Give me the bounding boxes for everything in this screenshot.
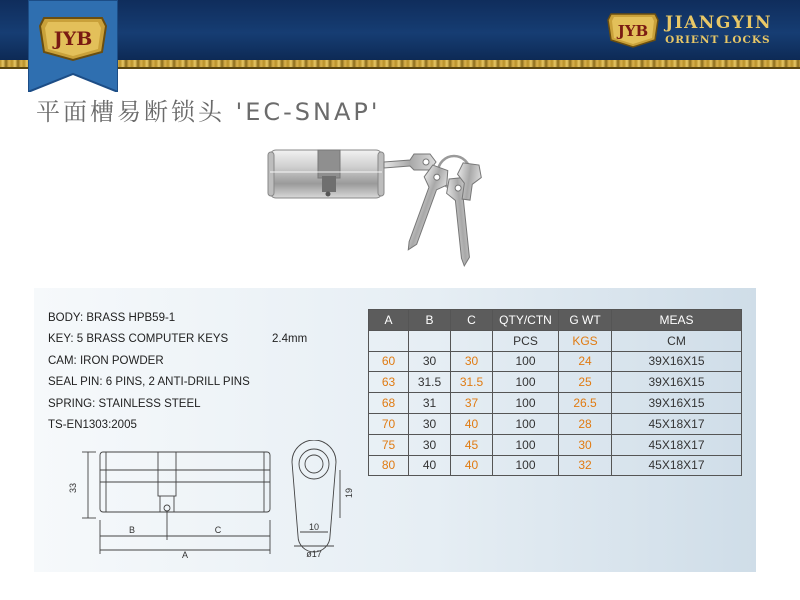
table-row bbox=[369, 393, 742, 414]
table-cell: 26.5 bbox=[559, 393, 612, 414]
table-row bbox=[369, 351, 742, 372]
dim-height: 33 bbox=[68, 482, 78, 494]
unit-cell bbox=[451, 330, 493, 351]
table-cell: 100 bbox=[493, 455, 559, 476]
spec-line: BODY: BRASS HPB59-1 bbox=[48, 312, 176, 324]
table-cell: 30 bbox=[409, 351, 451, 372]
table-cell: 39X16X15 bbox=[612, 351, 742, 372]
table-cell: 24 bbox=[559, 351, 612, 372]
dim-diameter: ø17 bbox=[306, 549, 322, 559]
spec-line: TS-EN1303:2005 bbox=[48, 418, 137, 431]
dim-c: C bbox=[214, 525, 222, 535]
keys-bunch bbox=[384, 154, 483, 267]
table-cell: 63 bbox=[369, 372, 409, 393]
table-row bbox=[369, 455, 742, 476]
header-stripe-shadow bbox=[0, 67, 800, 69]
dim-b: B bbox=[128, 525, 136, 535]
table-cell: 45 bbox=[451, 434, 493, 455]
technical-drawing bbox=[60, 440, 360, 560]
col-header: QTY/CTN bbox=[493, 310, 559, 331]
col-header: A bbox=[369, 310, 409, 331]
col-header: C bbox=[451, 310, 493, 331]
table-cell: 45X18X17 bbox=[612, 434, 742, 455]
jyb-shield-icon bbox=[40, 18, 106, 60]
page-title: 平面槽易断锁头 'EC-SNAP' bbox=[36, 98, 381, 126]
table-cell: 31 bbox=[409, 393, 451, 414]
key-thickness: 2.4mm bbox=[272, 333, 308, 346]
unit-cell bbox=[369, 330, 409, 351]
table-row bbox=[369, 434, 742, 455]
spec-line: CAM: IRON POWDER bbox=[48, 354, 164, 367]
table-cell: 100 bbox=[493, 413, 559, 434]
table-cell: 80 bbox=[369, 455, 409, 476]
table-cell: 31.5 bbox=[451, 372, 493, 393]
unit-cell: KGS bbox=[559, 330, 612, 351]
dim-width: 10 bbox=[308, 522, 320, 532]
dim-inner: 19 bbox=[344, 487, 354, 499]
svg-text:JYB: JYB bbox=[53, 28, 93, 50]
lock-cylinder-image bbox=[260, 136, 490, 276]
spec-list bbox=[48, 308, 308, 436]
brand-tagline: ORIENT LOCKS bbox=[665, 33, 771, 46]
table-cell: 25 bbox=[559, 372, 612, 393]
table-units-row bbox=[369, 330, 742, 351]
table-cell: 60 bbox=[369, 351, 409, 372]
header-gold-stripe bbox=[0, 60, 800, 67]
cylinder-body bbox=[268, 150, 384, 198]
table-cell: 45X18X17 bbox=[612, 455, 742, 476]
dim-a: A bbox=[181, 550, 189, 560]
table-cell: 40 bbox=[451, 413, 493, 434]
table-cell: 37 bbox=[451, 393, 493, 414]
unit-cell bbox=[409, 330, 451, 351]
table-cell: 31.5 bbox=[409, 372, 451, 393]
table-cell: 30 bbox=[409, 434, 451, 455]
table-cell: 100 bbox=[493, 434, 559, 455]
svg-text:JYB: JYB bbox=[617, 22, 649, 40]
table-cell: 30 bbox=[409, 413, 451, 434]
logo-ribbon bbox=[28, 0, 118, 92]
table-cell: 30 bbox=[451, 351, 493, 372]
table-cell: 40 bbox=[409, 455, 451, 476]
jyb-emblem-icon bbox=[607, 10, 659, 50]
unit-cell: CM bbox=[612, 330, 742, 351]
spec-table bbox=[368, 309, 742, 476]
unit-cell: PCS bbox=[493, 330, 559, 351]
table-cell: 45X18X17 bbox=[612, 413, 742, 434]
brand-name: JIANGYIN bbox=[665, 12, 772, 33]
table-cell: 70 bbox=[369, 413, 409, 434]
table-cell: 30 bbox=[559, 434, 612, 455]
col-header: B bbox=[409, 310, 451, 331]
table-cell: 68 bbox=[369, 393, 409, 414]
table-cell: 32 bbox=[559, 455, 612, 476]
brand-logo-right bbox=[607, 10, 772, 50]
table-cell: 39X16X15 bbox=[612, 393, 742, 414]
col-header: MEAS bbox=[612, 310, 742, 331]
col-header: G WT bbox=[559, 310, 612, 331]
spec-line: SEAL PIN: 6 PINS, 2 ANTI-DRILL PINS bbox=[48, 376, 250, 389]
table-cell: 40 bbox=[451, 455, 493, 476]
table-row bbox=[369, 372, 742, 393]
table-cell: 39X16X15 bbox=[612, 372, 742, 393]
table-cell: 100 bbox=[493, 393, 559, 414]
table-cell: 100 bbox=[493, 372, 559, 393]
table-row bbox=[369, 413, 742, 434]
table-header-row bbox=[369, 310, 742, 331]
table-cell: 75 bbox=[369, 434, 409, 455]
table-cell: 28 bbox=[559, 413, 612, 434]
table-cell: 100 bbox=[493, 351, 559, 372]
spec-line: KEY: 5 BRASS COMPUTER KEYS 2.4mm bbox=[48, 329, 250, 350]
spec-line: SPRING: STAINLESS STEEL bbox=[48, 397, 201, 410]
